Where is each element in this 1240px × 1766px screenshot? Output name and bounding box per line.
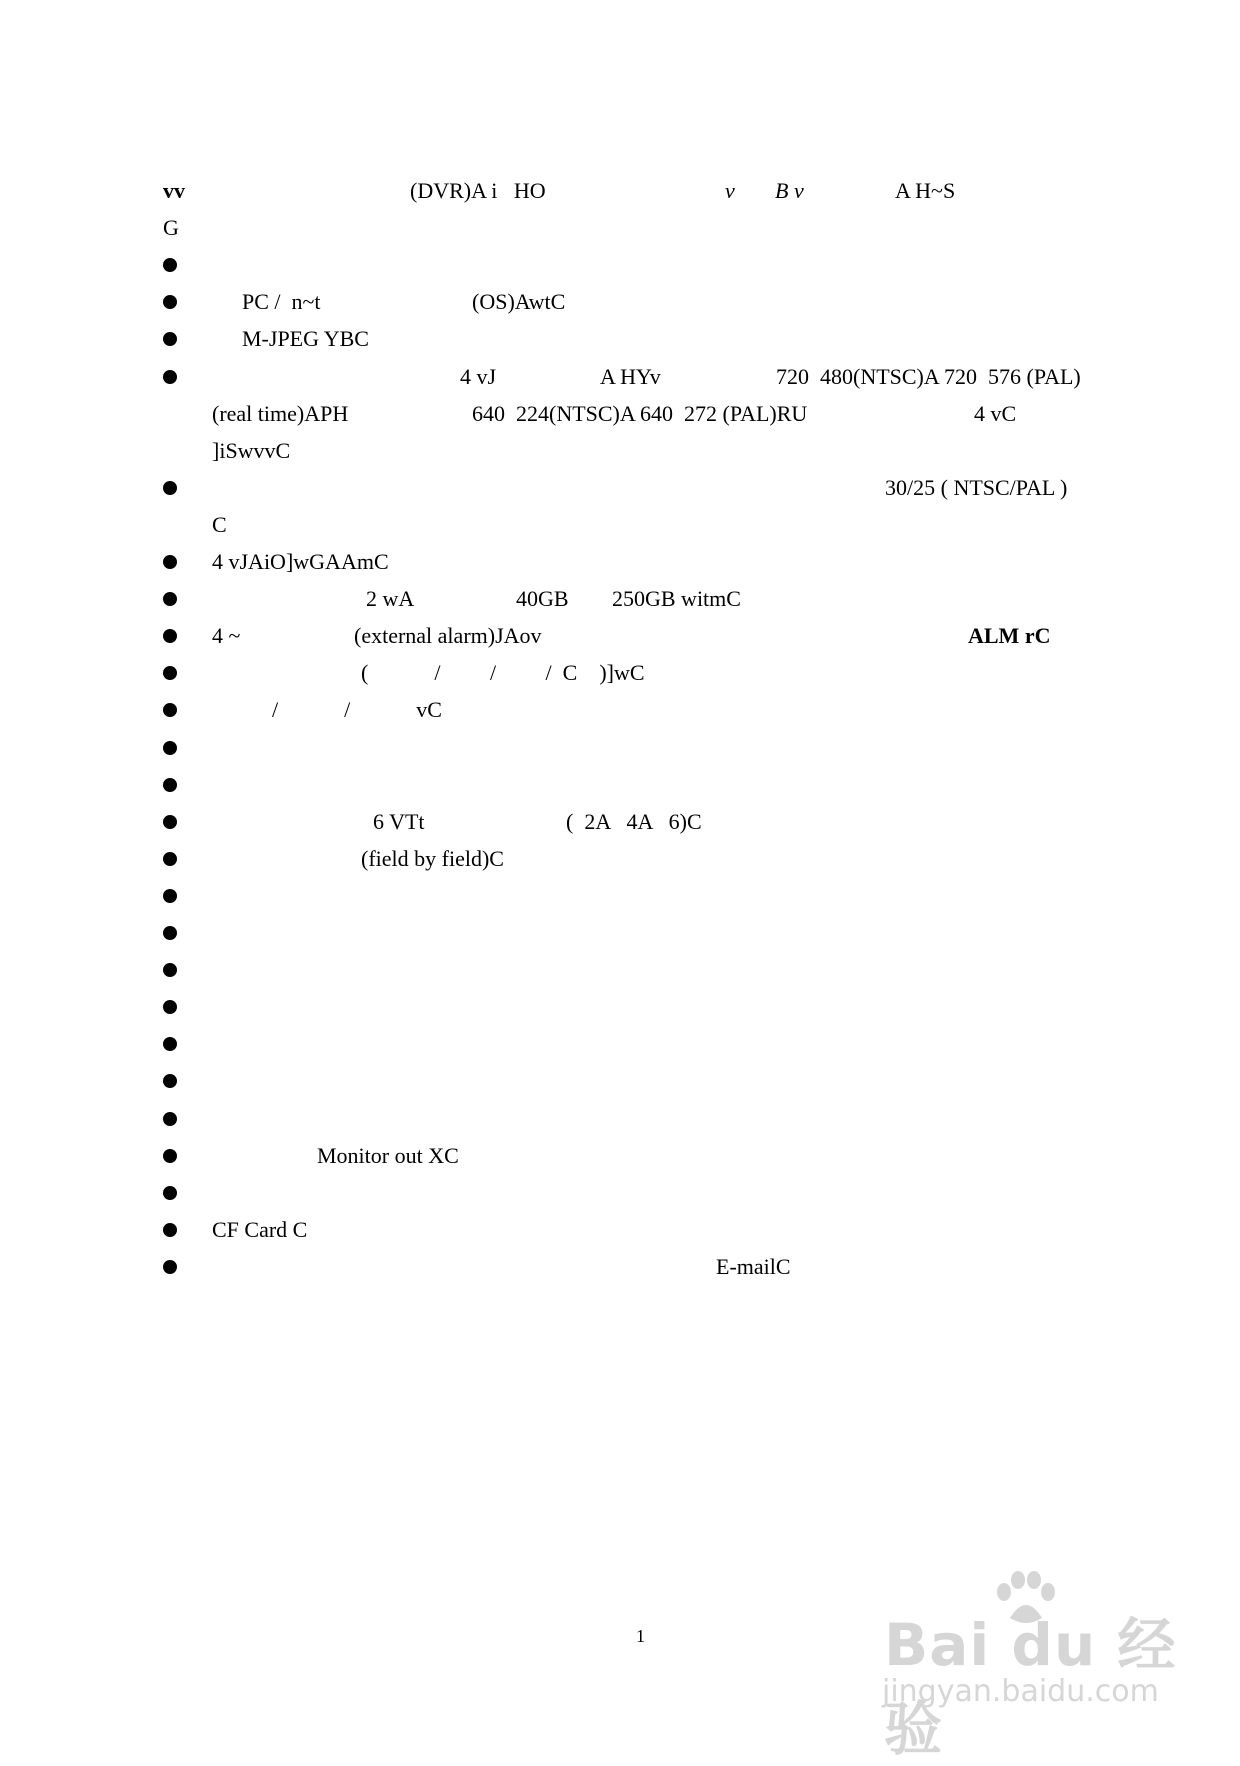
text-segment: 6 VTt bbox=[373, 808, 425, 834]
text-segment: 720 480(NTSC)A 720 576 (PAL) bbox=[776, 363, 1081, 389]
bullet-icon bbox=[163, 741, 177, 755]
text-segment: 4 vJ bbox=[460, 363, 497, 389]
watermark-url: jingyan.baidu.com bbox=[882, 1674, 1159, 1709]
text-segment: (real time)APH bbox=[212, 400, 349, 426]
text-segment: ]iSwvvC bbox=[212, 437, 291, 463]
bullet-icon bbox=[163, 1149, 177, 1163]
text-segment: 4 vJAiO]wGAAmC bbox=[212, 549, 389, 574]
bullet-icon bbox=[163, 592, 177, 606]
bullet-icon bbox=[163, 963, 177, 977]
text-segment: (OS)AwtC bbox=[472, 289, 566, 315]
text-segment: 40GB bbox=[516, 586, 569, 612]
text-segment: vv bbox=[163, 178, 185, 203]
bullet-icon bbox=[163, 1000, 177, 1014]
text-segment: C bbox=[212, 511, 227, 537]
bullet-icon bbox=[163, 370, 177, 384]
text-segment: (external alarm)JAov bbox=[354, 623, 542, 649]
bullet-icon bbox=[163, 815, 177, 829]
text-segment: CF Card C bbox=[212, 1216, 308, 1242]
bullet-icon bbox=[163, 629, 177, 643]
text-segment: M-JPEG YBC bbox=[242, 326, 369, 352]
text-segment: ( 2A 4A 6)C bbox=[566, 808, 702, 834]
text-segment: 250GB witmC bbox=[612, 586, 741, 612]
bullet-icon bbox=[163, 926, 177, 940]
text-segment: A HYv bbox=[600, 363, 661, 389]
text-segment: 640 224(NTSC)A 640 272 (PAL)RU bbox=[472, 400, 808, 426]
text-segment: 4 vC bbox=[974, 400, 1017, 426]
bullet-icon bbox=[163, 852, 177, 866]
bullet-icon bbox=[163, 1112, 177, 1126]
text-segment: Monitor out XC bbox=[317, 1142, 459, 1168]
baidu-jingyan-watermark bbox=[872, 1570, 1192, 1763]
bullet-icon bbox=[163, 1074, 177, 1088]
text-segment: / / vC bbox=[272, 697, 442, 723]
text-segment: (field by field)C bbox=[361, 845, 504, 871]
text-segment: v bbox=[725, 178, 735, 203]
text-segment: 2 wA bbox=[366, 586, 415, 612]
watermark-brand: Bai du 经验 bbox=[884, 1611, 1177, 1763]
bullet-icon bbox=[163, 295, 177, 309]
bullet-icon bbox=[163, 555, 177, 569]
bullet-icon bbox=[163, 703, 177, 717]
text-segment: 4 ~ bbox=[212, 623, 241, 649]
bullet-icon bbox=[163, 1223, 177, 1237]
bullet-icon bbox=[163, 332, 177, 346]
page-number: 1 bbox=[636, 1626, 645, 1646]
text-segment: (DVR)A i HO bbox=[410, 178, 546, 203]
bullet-icon bbox=[163, 666, 177, 680]
bullet-icon bbox=[163, 1186, 177, 1200]
bullet-icon bbox=[163, 258, 177, 272]
text-segment: ( / / / C )]wC bbox=[361, 660, 645, 686]
bullet-icon bbox=[163, 1260, 177, 1274]
text-segment: E-mailC bbox=[716, 1253, 791, 1279]
text-segment: ALM rC bbox=[968, 623, 1051, 649]
text-segment: PC / n~t bbox=[242, 289, 321, 315]
text-segment: G bbox=[163, 215, 179, 241]
bullet-icon bbox=[163, 1037, 177, 1051]
bullet-icon bbox=[163, 889, 177, 903]
bullet-icon bbox=[163, 481, 177, 495]
text-segment: B v bbox=[775, 178, 804, 203]
bullet-icon bbox=[163, 778, 177, 792]
text-segment: 30/25 ( NTSC/PAL ) bbox=[885, 474, 1068, 500]
text-segment: A H~S bbox=[895, 178, 956, 203]
